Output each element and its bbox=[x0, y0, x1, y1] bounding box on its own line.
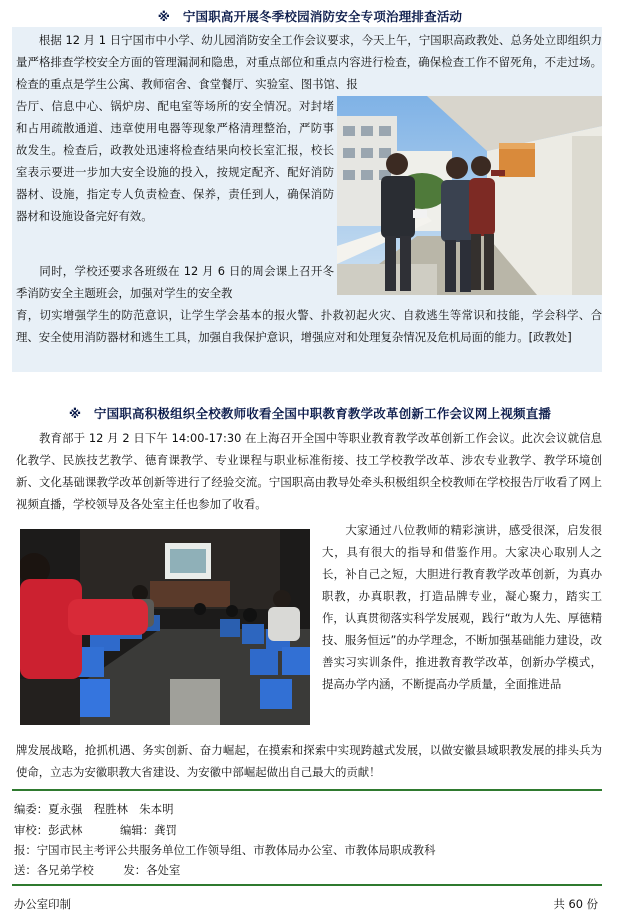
footer-editors: 编委：夏永强 程胜林 朱本明 bbox=[14, 802, 174, 816]
video-broadcast-photo bbox=[20, 529, 310, 725]
footer-issue-to: 发：各处室 bbox=[123, 863, 181, 877]
footer-top-divider bbox=[12, 789, 602, 791]
footer-report-to: 报：宁国市民主考评公共服务单位工作领导组、市教体局办公室、市教体局职成教科 bbox=[14, 843, 436, 857]
article2-paragraph2-side: 大家通过八位教师的精彩演讲，感受很深，启发很大，具有很大的指导和借鉴作用。大家决心取别人之长，补自己之短，大胆进行教育教学改革创新，为真办职教，办真职教，打造品牌专业，凝心聚力，踏实工作，认真贯彻落实科学发展观，践行“敢为人先、厚德精技、服务恒远”的办学理念，不断加强基础能力建设，改善实习实训条件，推进教育教学改革，创新办学模式，提高办学内涵，不断提高办学质量，全面推进品 bbox=[322, 523, 602, 691]
footer-reviewer: 审校：彭武林 bbox=[14, 823, 83, 837]
inspection-photo bbox=[337, 96, 602, 295]
article1-paragraph1-top: 根据 12 月 1 日宁国市中小学、幼儿园消防安全工作会议要求，今天上午，宁国职高政教处、总务处立即组织力量严格排查学校安全方面的管理漏洞和隐患，对重点部位和重点内容进行检查，确保检查工作不留死角，不走过场。检查的重点是学生公寓、教师宿舍、食堂餐厅、实验室、图书馆、报 bbox=[16, 33, 602, 91]
article2-paragraph1: 教育部于 12 月 2 日下午 14:00-17:30 在上海召开全国中等职业教育教学改革创新工作会议。此次会议就信息化教学、民族技艺教学、德育课教学、专业课程与职业标准衔接、技工学校教学改革、涉农专业教学、教学环境创新、文化基础课教学改革创新等进行了经验交流。宁国职高由教导处牵头积极组织全校教师在学校报告厅收看了网上视频直播，学校领导及各处室主任也参加了收看。 bbox=[16, 431, 602, 511]
article1-title: ※ 宁国职高开展冬季校园消防安全专项治理排查活动 bbox=[157, 9, 463, 24]
footer-reviewer-line bbox=[14, 822, 183, 838]
footer-bottom-divider bbox=[12, 884, 602, 886]
article1-paragraph2-side: 同时，学校还要求各班级在 12 月 6 日的周会课上召开冬季消防安全主题班会，加强对学生的安全教 bbox=[16, 264, 334, 300]
footer-send-to: 送：各兄弟学校 bbox=[14, 863, 94, 877]
article2-paragraph2-full: 牌发展战略，抢抓机遇、务实创新、奋力崛起，在摸索和探索中实现跨越式发展，以做安徽县域职教发展的排头兵为使命，立志为安徽职教大省建设、为安徽中部崛起做出自己最大的贡献！ bbox=[16, 743, 602, 779]
footer-send-line bbox=[14, 862, 186, 878]
footer-editor: 编辑：龚罚 bbox=[119, 823, 177, 837]
article1-paragraph1-side: 告厅、信息中心、锅炉房、配电室等场所的安全情况。对封堵和占用疏散通道、违章使用电器等现象严格清理整治，严防事故发生。检查后，政教处迅速将检查结果向校长室汇报，校长室表示要进一步加大安全设施的投入，按规定配齐、配好消防器材、设施，指定专人负责检查、保养，责任到人，确保消防器材和设施设备完好有效。 bbox=[16, 99, 334, 223]
footer-copies: 共 60 份 bbox=[553, 897, 598, 911]
footer-printer: 办公室印制 bbox=[14, 897, 71, 911]
article2-title: ※ 宁国职高积极组织全校教师收看全国中职教育教学改革创新工作会议网上视频直播 bbox=[68, 406, 552, 421]
article1-paragraph2-full: 育，切实增强学生的防范意识，让学生学会基本的报火警、扑救初起火灾、自救逃生等常识和技能，学会科学、合理、安全使用消防器材和逃生工具，加强自我保护意识，增强应对和处理复杂情况及危机局面的能力。[政教处] bbox=[16, 308, 602, 344]
